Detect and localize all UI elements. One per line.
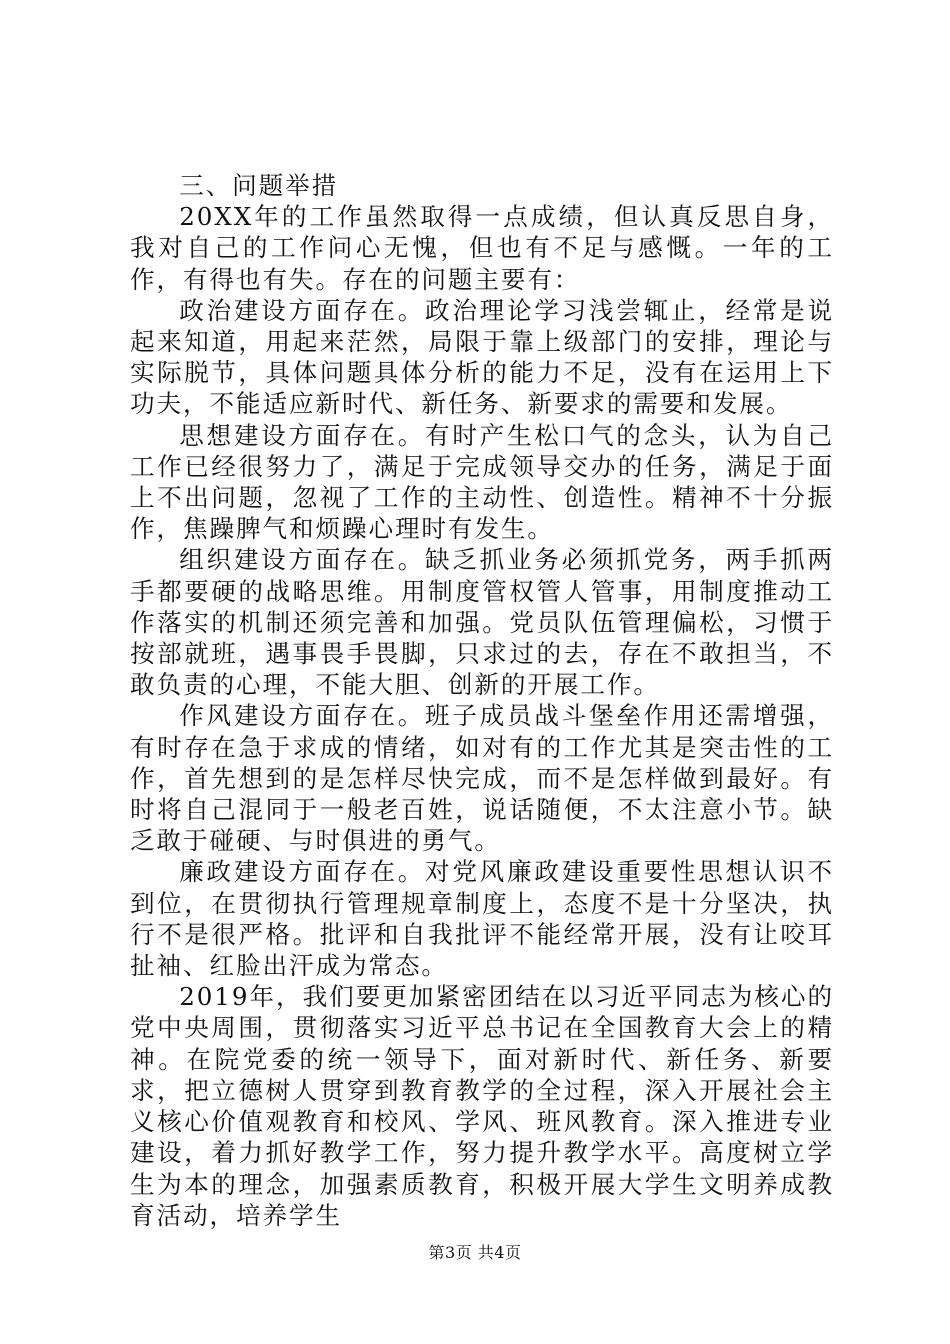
section-heading: 三、问题举措 — [179, 171, 339, 200]
document-body — [130, 170, 834, 1231]
paragraph-intro: 20XX年的工作虽然取得一点成绩，但认真反思自身，我对自己的工作问心无愧，但也有不足与感慨。一年的工作，有得也有失。存在的问题主要有： — [130, 202, 834, 294]
paragraph-ideological: 思想建设方面存在。有时产生松口气的念头，认为自己工作已经很努力了，满足于完成领导交办的任务，满足于面上不出问题，忽视了工作的主动性、创造性。精神不十分振作，焦躁脾气和烦躁心理时有发生。 — [130, 420, 834, 544]
paragraph-work-style: 作风建设方面存在。班子成员战斗堡垒作用还需增强，有时存在急于求成的情绪，如对有的工作尤其是突击性的工作，首先想到的是怎样尽快完成，而不是怎样做到最好。有时将自己混同于一般老百姓，说话随便，不太注意小节。缺乏敢于碰硬、与时俱进的勇气。 — [130, 701, 834, 856]
paragraph-integrity: 廉政建设方面存在。对党风廉政建设重要性思想认识不到位，在贯彻执行管理规章制度上，态度不是十分坚决，执行不是很严格。批评和自我批评不能经常开展，没有让咬耳扯袖、红脸出汗成为常态。 — [130, 857, 834, 981]
paragraph-organizational: 组织建设方面存在。缺乏抓业务必须抓党务，两手抓两手都要硬的战略思维。用制度管权管人管事，用制度推动工作落实的机制还须完善和加强。党员队伍管理偏松，习惯于按部就班，遇事畏手畏脚，只求过的去，存在不敢担当，不敢负责的心理，不能大胆、创新的开展工作。 — [130, 545, 834, 700]
paragraph-plan-2019: 2019年，我们要更加紧密团结在以习近平同志为核心的党中央周围，贯彻落实习近平总书记在全国教育大会上的精神。在院党委的统一领导下，面对新时代、新任务、新要求，把立德树人贯穿到教育教学的全过程，深入开展社会主义核心价值观教育和校风、学风、班风教育。深入推进专业建设，着力抓好教学工作，努力提升教学水平。高度树立学生为本的理念，加强素质教育，积极开展大学生文明养成教育活动，培养学生 — [130, 982, 834, 1230]
page-number-footer: 第3页 共4页 — [428, 1243, 522, 1262]
paragraph-political: 政治建设方面存在。政治理论学习浅尝辄止，经常是说起来知道，用起来茫然，局限于靠上级部门的安排，理论与实际脱节，具体问题具体分析的能力不足，没有在运用上下功夫，不能适应新时代、新任务、新要求的需要和发展。 — [130, 295, 834, 419]
